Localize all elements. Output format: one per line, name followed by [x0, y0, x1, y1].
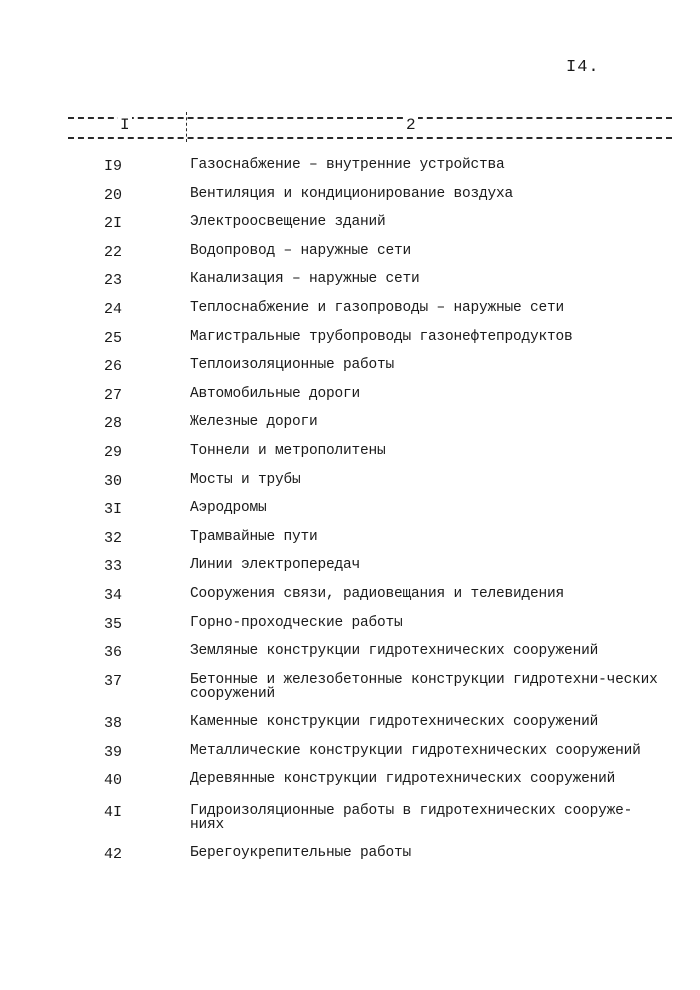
row-number: 22: [104, 244, 123, 261]
row-number: 40: [104, 772, 123, 789]
row-number: 4I: [104, 804, 123, 821]
row-text: Железные дороги: [190, 414, 318, 430]
row-text: Вентиляция и кондиционирование воздуха: [190, 186, 514, 202]
row-number: 42: [104, 846, 123, 863]
row-number: 25: [104, 330, 123, 347]
row-text: Тоннели и метрополитены: [190, 443, 386, 459]
table-header-top-rule: [68, 117, 672, 119]
row-text: Металлические конструкции гидротехнических сооружений: [190, 743, 641, 759]
row-number: I9: [104, 158, 123, 175]
row-text: Теплоизоляционные работы: [190, 357, 395, 373]
row-text: Берегоукрепительные работы: [190, 845, 412, 861]
row-number: 35: [104, 616, 123, 633]
row-text: Трамвайные пути: [190, 529, 318, 545]
row-number: 28: [104, 415, 123, 432]
row-number: 27: [104, 387, 123, 404]
row-number: 26: [104, 358, 123, 375]
row-text: Каменные конструкции гидротехнических сооружений: [190, 714, 599, 730]
row-text: Линии электропередач: [190, 557, 361, 573]
row-text: Горно-проходческие работы: [190, 615, 403, 631]
row-number: 39: [104, 744, 123, 761]
row-text: Бетонные и железобетонные конструкции гидротехни-ческих сооружений: [190, 672, 658, 702]
row-text: Аэродромы: [190, 500, 267, 516]
row-text: Магистральные трубопроводы газонефтепродуктов: [190, 329, 573, 345]
row-text: Теплоснабжение и газопроводы – наружные сети: [190, 300, 565, 316]
row-text: Деревянные конструкции гидротехнических сооружений: [190, 771, 616, 787]
row-text: Гидроизоляционные работы в гидротехнических сооруже-ниях: [190, 803, 633, 833]
row-text: Водопровод – наружные сети: [190, 243, 412, 259]
row-number: 38: [104, 715, 123, 732]
row-number: 3I: [104, 501, 123, 518]
row-number: 29: [104, 444, 123, 461]
row-text: Земляные конструкции гидротехнических сооружений: [190, 643, 599, 659]
row-number: 32: [104, 530, 123, 547]
row-text: Газоснабжение – внутренние устройства: [190, 157, 505, 173]
column-separator: [186, 112, 187, 142]
row-text: Электроосвещение зданий: [190, 214, 386, 230]
row-text: Канализация – наружные сети: [190, 271, 420, 287]
row-number: 23: [104, 272, 123, 289]
row-text: Сооружения связи, радиовещания и телевидения: [190, 586, 565, 602]
row-number: 36: [104, 644, 123, 661]
row-text: Мосты и трубы: [190, 472, 301, 488]
row-text: Автомобильные дороги: [190, 386, 361, 402]
row-number: 33: [104, 558, 123, 575]
row-number: 20: [104, 187, 123, 204]
column-2-header: 2: [406, 116, 416, 134]
row-number: 34: [104, 587, 123, 604]
row-number: 37: [104, 673, 123, 690]
column-1-header: I: [120, 116, 130, 134]
row-number: 24: [104, 301, 123, 318]
page-number: I4.: [566, 58, 600, 77]
table-header-bottom-rule: [68, 137, 672, 139]
row-number: 2I: [104, 215, 123, 232]
row-number: 30: [104, 473, 123, 490]
